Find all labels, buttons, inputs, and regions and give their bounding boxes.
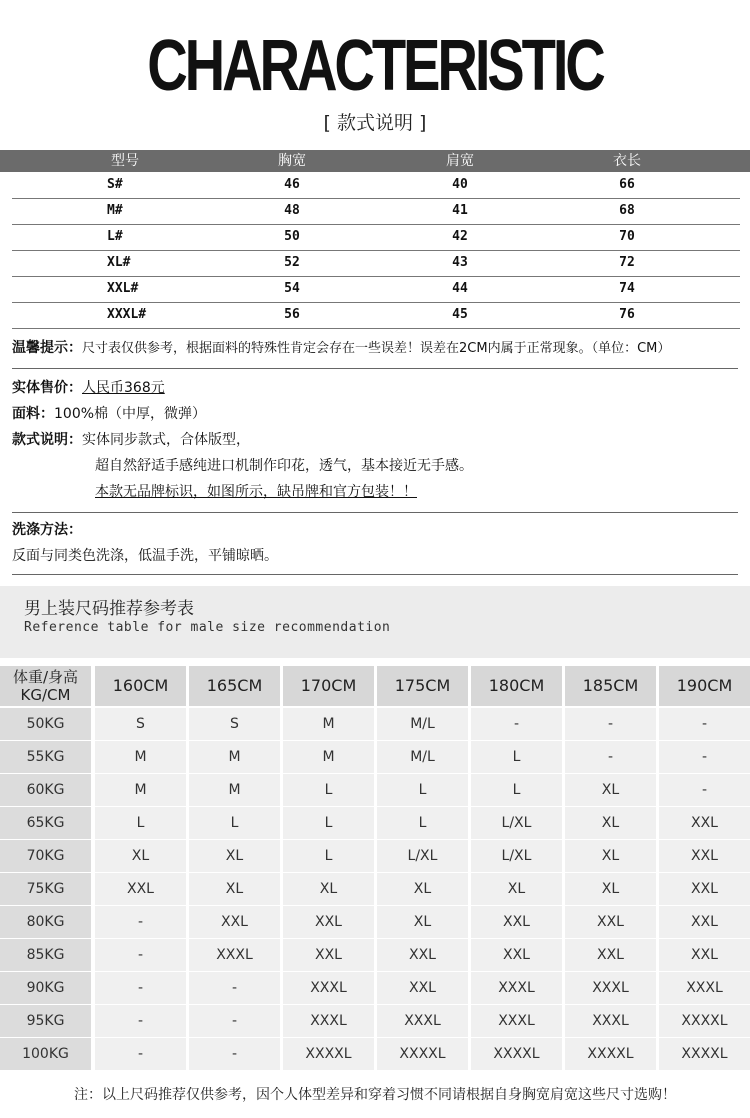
size-table-cell: XXXL# [107,307,147,322]
recommendation-subtitle: Reference table for male size recommendation [24,620,391,635]
price-label: 实体售价： [12,380,82,396]
size-cell: M [189,774,280,806]
size-cell: XL [377,873,468,905]
size-table-cell: 54 [284,281,300,296]
size-cell: XXL [283,906,374,938]
footnote: 注：以上尺码推荐仅供参考，因个人体型差异和穿着习惯不同请根据自身胸宽肩宽这些尺寸选购！ [74,1087,676,1103]
weight-label: 90KG [0,972,91,1004]
size-header-model: 型号 [111,153,139,169]
size-cell: XXL [565,939,656,971]
size-cell: XL [95,840,186,872]
size-cell: XXXL [283,1005,374,1037]
size-table-cell: 76 [619,307,635,322]
size-cell: - [471,708,562,740]
size-cell: XXL [659,873,750,905]
recommendation-title: 男上装尺码推荐参考表 [24,599,194,619]
height-header: 175CM [377,666,468,706]
size-cell: M/L [377,741,468,773]
size-table-cell: S# [107,177,123,192]
size-cell: M [95,741,186,773]
size-cell: XXL [565,906,656,938]
size-table-row [12,172,740,199]
size-table-header [0,150,750,172]
size-cell: XL [565,807,656,839]
size-cell: XXXL [565,1005,656,1037]
size-cell: - [659,774,750,806]
size-table-row [12,250,740,277]
height-header: 190CM [659,666,750,706]
weight-label: 50KG [0,708,91,740]
size-table-cell: 40 [452,177,468,192]
size-cell: XXXL [471,1005,562,1037]
corner-label-line2: KG/CM [20,686,71,704]
size-cell: - [659,741,750,773]
size-cell: XXXL [659,972,750,1004]
size-cell: XL [189,873,280,905]
size-cell: XXXXL [659,1005,750,1037]
size-cell: XXL [471,906,562,938]
size-cell: XXXL [377,1005,468,1037]
height-header: 165CM [189,666,280,706]
size-table-cell: 42 [452,229,468,244]
page-subtitle: [ 款式说明 ] [323,112,427,134]
size-table-cell: 56 [284,307,300,322]
size-table-cell: 66 [619,177,635,192]
size-cell: - [95,939,186,971]
size-cell: XXXL [283,972,374,1004]
size-cell: L [471,741,562,773]
size-cell: - [659,708,750,740]
size-cell: S [95,708,186,740]
weight-label: 85KG [0,939,91,971]
weight-label: 55KG [0,741,91,773]
size-cell: S [189,708,280,740]
size-cell: - [189,972,280,1004]
size-cell: XXL [659,840,750,872]
size-cell: - [95,906,186,938]
height-header: 185CM [565,666,656,706]
weight-label: 60KG [0,774,91,806]
size-cell: XXL [659,939,750,971]
divider [12,512,738,513]
size-cell: XXL [95,873,186,905]
size-table-cell: 45 [452,307,468,322]
size-cell: - [189,1005,280,1037]
size-cell: XXL [189,906,280,938]
size-cell: XXXL [471,972,562,1004]
size-table-row [12,276,740,303]
size-cell: - [565,741,656,773]
weight-label: 65KG [0,807,91,839]
size-cell: XXL [471,939,562,971]
size-cell: XXL [659,807,750,839]
size-cell: - [565,708,656,740]
size-cell: L [377,807,468,839]
size-table-cell: M# [107,203,123,218]
size-cell: XXL [377,972,468,1004]
size-cell: XXXL [189,939,280,971]
price-value: 人民币368元 [82,380,165,396]
size-cell: L/XL [471,807,562,839]
size-table-cell: XXL# [107,281,139,296]
size-table-cell: 50 [284,229,300,244]
size-cell: XXL [377,939,468,971]
style-label: 款式说明： [12,432,82,448]
size-table-cell: XL# [107,255,131,270]
size-cell: L [95,807,186,839]
weight-label: 75KG [0,873,91,905]
tip-label: 温馨提示： [12,340,82,356]
size-cell: M [95,774,186,806]
size-cell: M/L [377,708,468,740]
style-text-2: 超自然舒适手感纯进口机制作印花，透气，基本接近无手感。 [95,458,473,474]
style-text-1: 实体同步款式，合体版型， [82,432,250,448]
size-table-cell: 52 [284,255,300,270]
size-table-cell: 46 [284,177,300,192]
size-cell: L/XL [471,840,562,872]
size-table-cell: 72 [619,255,635,270]
size-header-chest: 胸宽 [278,153,306,169]
size-cell: L/XL [377,840,468,872]
size-cell: M [283,741,374,773]
size-cell: - [95,972,186,1004]
size-table-cell: 44 [452,281,468,296]
size-cell: L [189,807,280,839]
size-cell: XL [565,774,656,806]
fabric-label: 面料： [12,406,54,422]
washing-label: 洗涤方法： [12,522,82,538]
size-cell: XL [565,873,656,905]
size-cell: XL [565,840,656,872]
washing-text: 反面与同类色洗涤，低温手洗，平铺晾晒。 [12,548,278,564]
size-cell: L [283,807,374,839]
size-table-cell: 68 [619,203,635,218]
size-cell: XL [471,873,562,905]
size-table-cell: 43 [452,255,468,270]
size-cell: XXL [283,939,374,971]
weight-label: 70KG [0,840,91,872]
tip-line [12,338,670,359]
height-header: 180CM [471,666,562,706]
size-table-cell: 41 [452,203,468,218]
size-cell: M [189,741,280,773]
weight-label: 80KG [0,906,91,938]
divider [12,574,738,575]
size-cell: XXXXL [565,1038,656,1070]
size-cell: XL [189,840,280,872]
size-cell: L [283,840,374,872]
size-header-length: 衣长 [613,153,641,169]
price-line [12,378,165,398]
size-table-cell: L# [107,229,123,244]
size-table-cell: 48 [284,203,300,218]
size-cell: L [283,774,374,806]
size-cell: XXL [659,906,750,938]
size-cell: XL [377,906,468,938]
size-cell: XL [283,873,374,905]
height-header: 170CM [283,666,374,706]
size-cell: L [377,774,468,806]
size-cell: XXXL [565,972,656,1004]
size-cell: XXXXL [377,1038,468,1070]
divider [12,368,738,369]
size-table-cell: 74 [619,281,635,296]
weight-label: 95KG [0,1005,91,1037]
style-text-3: 本款无品牌标识，如图所示，缺吊牌和官方包装！！ [95,484,417,500]
fabric-line [12,404,206,424]
fabric-value: 100%棉（中厚，微弹） [54,406,207,422]
corner-header [0,666,91,706]
size-table-row [12,224,740,251]
weight-label: 100KG [0,1038,91,1070]
size-cell: XXXXL [471,1038,562,1070]
size-cell: - [95,1038,186,1070]
tip-text: 尺寸表仅供参考，根据面料的特殊性肯定会存在一些误差！误差在2CM内属于正常现象。（单位：CM） [82,341,671,356]
corner-label-line1: 体重/身高 [12,668,79,686]
size-cell: M [283,708,374,740]
page-title: CHARACTERISTIC [147,26,603,106]
size-cell: L [471,774,562,806]
size-cell: - [95,1005,186,1037]
size-table-row [12,302,740,329]
size-table-cell: 70 [619,229,635,244]
size-cell: - [189,1038,280,1070]
style-line-1 [12,430,250,450]
size-table-row [12,198,740,225]
size-cell: XXXXL [659,1038,750,1070]
height-header: 160CM [95,666,186,706]
size-cell: XXXXL [283,1038,374,1070]
size-header-shoulder: 肩宽 [446,153,474,169]
